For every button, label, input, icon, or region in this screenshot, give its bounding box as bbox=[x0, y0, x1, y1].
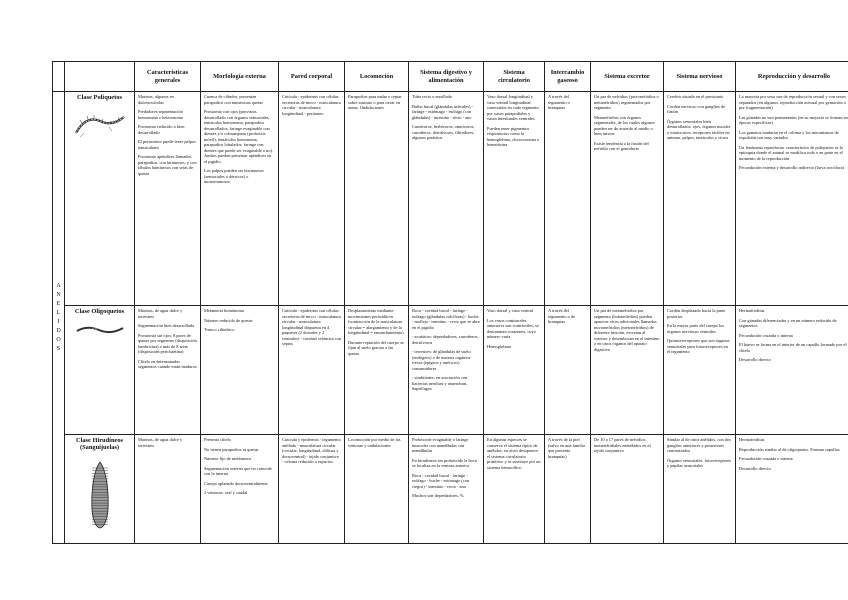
cell-paragraph: Clitelo en determinados segmentos cuando están maduros bbox=[138, 358, 197, 369]
cell-paragraph: Existe tendencia a la fusión del nefridio con el gonoducto bbox=[594, 140, 649, 151]
class-name: Clase Oligoquetos bbox=[74, 308, 125, 315]
cell-paragraph: No tienen parapodios ni quetas bbox=[204, 446, 259, 452]
column-header: Sistema nervioso bbox=[664, 62, 736, 92]
cell-paragraph: Prostomio apéndices llamados parapodios, con biramoses, y con lóbulos haminosos con setas de quetas bbox=[138, 154, 197, 176]
cell-paragraph: A través de la piel (salvo en una familia que presenta branquias) bbox=[548, 437, 585, 459]
column-header: Pared corporal bbox=[279, 62, 345, 92]
cell-paragraph: Boca - cavidad bucal - faringe - esófago (glándulas calcíferas) - buche - molleja - intestino - recto que se abre en el pigidio bbox=[412, 308, 480, 330]
cell-paragraph: Cordón nervioso con ganglios de fusión bbox=[667, 103, 726, 114]
cell-paragraph: Fecundación cruzada o interna bbox=[739, 332, 793, 338]
cell-paragraph: Fecundación externa y desarrollo indirecto (larva trocófora) bbox=[739, 165, 845, 170]
cell-paragraph: Metamería homónoma bbox=[204, 308, 244, 313]
cell-paragraph: Marinos, algunos en dulceacuícolas bbox=[138, 94, 174, 105]
table-cell bbox=[591, 92, 664, 306]
cell-paragraph: Pueden tener pigmentos respiratorios como la hemoglobina, clorocruorina o hemeritrina bbox=[487, 125, 540, 147]
table-cell bbox=[279, 92, 345, 306]
cell-paragraph: Desarrollo directo bbox=[739, 465, 771, 471]
class-cell bbox=[65, 306, 135, 435]
table-cell bbox=[135, 435, 201, 544]
cell-paragraph: Los gametos maduran en el celoma y los mecanismos de expulsión son muy variados bbox=[739, 129, 839, 140]
table-cell bbox=[279, 435, 345, 544]
cell-paragraph: La mayoría por sexo son de reproducción sexual y con sexos separados (en algunos, reproducción asexual por gemación o por fragmentación) bbox=[739, 94, 846, 110]
cell-paragraph: Hermafroditas bbox=[739, 308, 765, 313]
column-header: Morfología externa bbox=[201, 62, 279, 92]
cell-paragraph: Desarrollo directo bbox=[739, 357, 771, 362]
cell-paragraph: A través del tegumento o de branquias bbox=[548, 308, 576, 324]
cell-paragraph: Órganos sensoriales bien desarrollados: ojos, órganos nucales y estatocistos, receptores táctiles en antenas, palpos, tentáculos y cirros bbox=[667, 118, 731, 140]
table-cell bbox=[135, 92, 201, 306]
cell-paragraph: El huevo se forma en el interior de un capullo formado por el clitelo bbox=[739, 342, 847, 353]
cell-paragraph: Segmentación externa que no coincide con la interna bbox=[204, 465, 272, 476]
class-cell bbox=[65, 435, 135, 544]
class-name: Clase Hirudíneos (Sanguijuelas) bbox=[75, 437, 124, 452]
cell-paragraph: En algunas especies se conserva el sistema típico de anélidos, en otros desaparece el sistema circulatorio primitivo y se sustituye por un sistema hemocélico bbox=[487, 437, 541, 470]
cell-paragraph: Muchos son depredadores, % bbox=[412, 493, 464, 498]
cell-paragraph: Un par de nefridios (protonefridios o metanefridios) segmentados por segmento bbox=[594, 94, 659, 110]
table-cell bbox=[736, 306, 848, 435]
table-body bbox=[53, 92, 848, 544]
phylum-label bbox=[53, 92, 65, 544]
cell-paragraph: Reproducción similar al de oligoquetos. Forman capullos bbox=[739, 446, 840, 452]
cell-paragraph: Cutícula - epidermis con células secretoras de moco - musculatura circular - musculatura longitudinal - peritoneo bbox=[282, 94, 341, 116]
table-cell bbox=[409, 435, 484, 544]
leech-illustration bbox=[88, 460, 112, 530]
cell-paragraph: Vaso dorsal longitudinal y vaso ventral longitudinal conectados en cada segmento por vasos parapodiales y vasos intestinales ventrales bbox=[487, 94, 539, 121]
cell-paragraph: Locomoción por medio de las ventosas y ondulaciones bbox=[348, 437, 401, 448]
cell-paragraph: Con gónadas diferenciadas y en un número reducido de segmentos bbox=[739, 317, 837, 328]
table-cell bbox=[345, 306, 409, 435]
cell-paragraph: Cutícula - epidermis con células secretoras de moco - musculatura circular - musculatura longitudinal dispuesta en 4 paquetes (2 dorsales y 2 ventrales) - cavidad celómica con septos bbox=[282, 308, 341, 346]
cell-paragraph: Vaso dorsal y vaso ventral bbox=[487, 308, 534, 313]
cell-paragraph: Boca - cavidad bucal - faringe - esófago - buche - estómago (con ciegos) - intestino - recto - ano bbox=[412, 472, 470, 489]
cell-paragraph: Número fijo de metámeros bbox=[204, 456, 252, 461]
annelids-comparison-table bbox=[52, 61, 848, 544]
column-header bbox=[65, 62, 135, 92]
cell-paragraph: El peristomio puede tener palpos tentaculares bbox=[138, 139, 196, 150]
cell-paragraph: Las gónadas no son permanentes (en su mayoría se forman en épocas específicas) bbox=[739, 114, 848, 125]
cell-paragraph: Similar al de otros anélidos, con dos ganglios anteriores y posteriores concentrados bbox=[667, 437, 731, 453]
table-row bbox=[53, 92, 848, 306]
table-cell bbox=[736, 92, 848, 306]
cell-paragraph: En la mayor parte del cuerpo los órganos nerviosos ventrales bbox=[667, 323, 725, 334]
table-cell bbox=[591, 435, 664, 544]
column-header: Características generales bbox=[135, 62, 201, 92]
cell-paragraph: - acuáticos: depredadores, carroñeros, detritívoros bbox=[412, 334, 479, 345]
cell-paragraph: Carnívoros, herbívoros, omnívoros, carroñeros, detritívoros, filtradores, algunos parásitos bbox=[412, 124, 475, 140]
cell-paragraph: Tubo recto o enrollado bbox=[412, 94, 452, 99]
column-header: Intercambio gaseoso bbox=[545, 62, 591, 92]
table-cell bbox=[409, 92, 484, 306]
cell-paragraph: Hermafroditas bbox=[739, 437, 765, 442]
cell-paragraph: Cuerpo aplanado dorsoventralmente bbox=[204, 480, 268, 486]
cell-paragraph: Prostomio sin ojos; 8 pares de quetas por segmento (disposición lumbricina) o más de 8 setas (disposición perichaetina) bbox=[138, 332, 197, 354]
phylum-letter: L bbox=[56, 309, 61, 316]
phylum-letter: N bbox=[56, 291, 61, 298]
column-header: Sistema digestivo y alimentación bbox=[409, 62, 484, 92]
table-cell bbox=[591, 306, 664, 435]
column-header bbox=[53, 62, 65, 92]
cell-paragraph: Un fenómeno reproductor característico de poliquetos es la epitoquia donde el animal se modifica todo o en parte en el momento de la reproducción bbox=[739, 144, 843, 161]
table-row bbox=[53, 435, 848, 544]
table-cell bbox=[664, 435, 736, 544]
cell-paragraph: Órganos sensoriales: fotorreceptores y papilas sensoriales bbox=[667, 457, 732, 468]
header-row bbox=[53, 62, 848, 92]
table-cell bbox=[545, 92, 591, 306]
table-cell bbox=[279, 306, 345, 435]
table-cell bbox=[201, 92, 279, 306]
column-header: Sistema circulatorio bbox=[484, 62, 545, 92]
cell-paragraph: Parapodios para nadar o reptar sobre sustrato o para cavar en arena. Ondulaciones bbox=[348, 94, 402, 110]
table-cell bbox=[545, 435, 591, 544]
cell-paragraph: Marinos, de agua dulce y terrestres bbox=[138, 308, 183, 319]
table-cell bbox=[484, 435, 545, 544]
phylum-letter: I bbox=[57, 318, 60, 325]
cell-paragraph: Un par de metanefridios por segmento (holonefridios) pueden aparecer otros adicionales llamados micronefridios (meronefridios) de diferente función, excretan al exterior y desembocan en el intestino o en otros órganos del aparato digestivo bbox=[594, 308, 660, 352]
phylum-letter: D bbox=[56, 327, 61, 334]
cell-paragraph: - terrestres: de glándulas de suelo (endógeos) o de materia orgánica fresca (epígeos y anécicos) consumidores bbox=[412, 349, 471, 371]
table-row bbox=[53, 306, 848, 435]
phylum-letter: O bbox=[56, 336, 61, 343]
class-name: Clase Poliquetos bbox=[77, 94, 122, 101]
table-cell bbox=[201, 435, 279, 544]
cell-paragraph: Los vasos comisurales anteriores son contráctiles, se denominan corazones, cuyo número varía bbox=[487, 317, 539, 339]
cell-paragraph: Los palpos pueden ser birramosos (sensoriales o dérsicos) o monorramosos bbox=[204, 168, 264, 184]
cell-paragraph: Cerebro situado en el prostomio bbox=[667, 94, 724, 99]
phylum-letter: A bbox=[56, 282, 61, 289]
phylum-letter: S bbox=[56, 345, 61, 352]
cell-paragraph: Quimiorreceptores que son órganos sensoriales para fotorreceptores en el tegumento bbox=[667, 338, 730, 354]
table-cell bbox=[135, 306, 201, 435]
cell-paragraph: Metanefridios con órganos segmentales, de los cuales algunos pueden ser de acuerdo al medio o bien mixtos bbox=[594, 114, 655, 136]
column-header: Sistema excretor bbox=[591, 62, 664, 92]
cell-paragraph: Presenta clitelo bbox=[204, 437, 231, 442]
table-cell bbox=[736, 435, 848, 544]
cell-paragraph: A través del tegumento o branquias bbox=[548, 94, 570, 110]
table-cell bbox=[545, 306, 591, 435]
column-header: Reproducción y desarrollo bbox=[736, 62, 848, 92]
table-cell bbox=[409, 306, 484, 435]
cell-paragraph: Desplazamiento mediante movimientos peristálticos (contracción de la musculatura circular = alargamiento y de la longitudinal = ensanchamiento) bbox=[348, 308, 404, 335]
cell-paragraph: Bulbo bucal (glándulas salivales) - faringe - estómago - esófago (con glándulas) - intestino - recto - ano bbox=[412, 103, 473, 120]
polychaete-illustration bbox=[72, 109, 128, 141]
cell-paragraph: - simbióntes: en asociación con bacterias aerobias y anaerobias. Saprófagos bbox=[412, 375, 468, 391]
table-cell bbox=[345, 435, 409, 544]
table-cell bbox=[201, 306, 279, 435]
cell-paragraph: Cuenca de cilindro, presentan parapodios con numerosas quetas bbox=[204, 94, 263, 105]
cell-paragraph: Predadores segmentación homonoma o heteronoma bbox=[138, 109, 183, 120]
cell-paragraph: Probóscide evaginable o faringe muscular con mandíbulas con mandíbulas bbox=[412, 437, 469, 453]
cell-paragraph: Tronco cilíndrico bbox=[204, 327, 235, 332]
cell-paragraph: De 10 a 17 pares de nefridios metanefridiales embebidos en el tejido conjuntivo bbox=[594, 437, 651, 453]
phylum-letter: E bbox=[56, 300, 61, 307]
cell-paragraph: Prostomio con ojos (provistos desarrollado con órganos sensoriales, tentáculos homonoma, parapodios desarrollados, faringe evaginable con dientes y/o cobranqueas (proboscis móvil), tentáculos homonoma, parapodios lobulados, faringe con dientes que puede ser evaginable o no). Ambos pueden presentar apéndices en el pigidio bbox=[204, 109, 274, 164]
cell-paragraph: Cordón desplazado hacia la parte posterior bbox=[667, 308, 726, 319]
cell-paragraph: Número reducido de quetas bbox=[204, 317, 253, 323]
table-cell bbox=[484, 92, 545, 306]
cell-paragraph: Hemoglobina bbox=[487, 343, 511, 349]
column-header: Locomoción bbox=[345, 62, 409, 92]
oligochaete-illustration bbox=[75, 323, 125, 337]
cell-paragraph: Durante reptación del cuerpo se fijan al suelo gracias a las quetas bbox=[348, 339, 404, 356]
cell-paragraph: Fecundación cruzada e interna bbox=[739, 456, 793, 461]
table-cell bbox=[664, 306, 736, 435]
cell-paragraph: 2 ventosas: oral y caudal bbox=[204, 490, 248, 495]
cell-paragraph: Segmentación bien desarrollada bbox=[138, 323, 195, 328]
cell-paragraph: En hirudíneos sin probóscide la boca se localiza en la ventosa anterior bbox=[412, 457, 477, 468]
cell-paragraph: Marinos, de agua dulce y terrestres bbox=[138, 437, 183, 448]
table-cell bbox=[345, 92, 409, 306]
class-cell bbox=[65, 92, 135, 306]
cell-paragraph: Cutícula y epidermis - tegumento anillado - musculatura circular (circular, longitudinal, oblicua y dorsoventral) - tejido conjuntivo - celoma reducido a espacios bbox=[282, 437, 341, 464]
table-cell bbox=[664, 92, 736, 306]
cell-paragraph: Prostomio reducido o bien desarrollado bbox=[138, 124, 185, 135]
table-cell bbox=[484, 306, 545, 435]
